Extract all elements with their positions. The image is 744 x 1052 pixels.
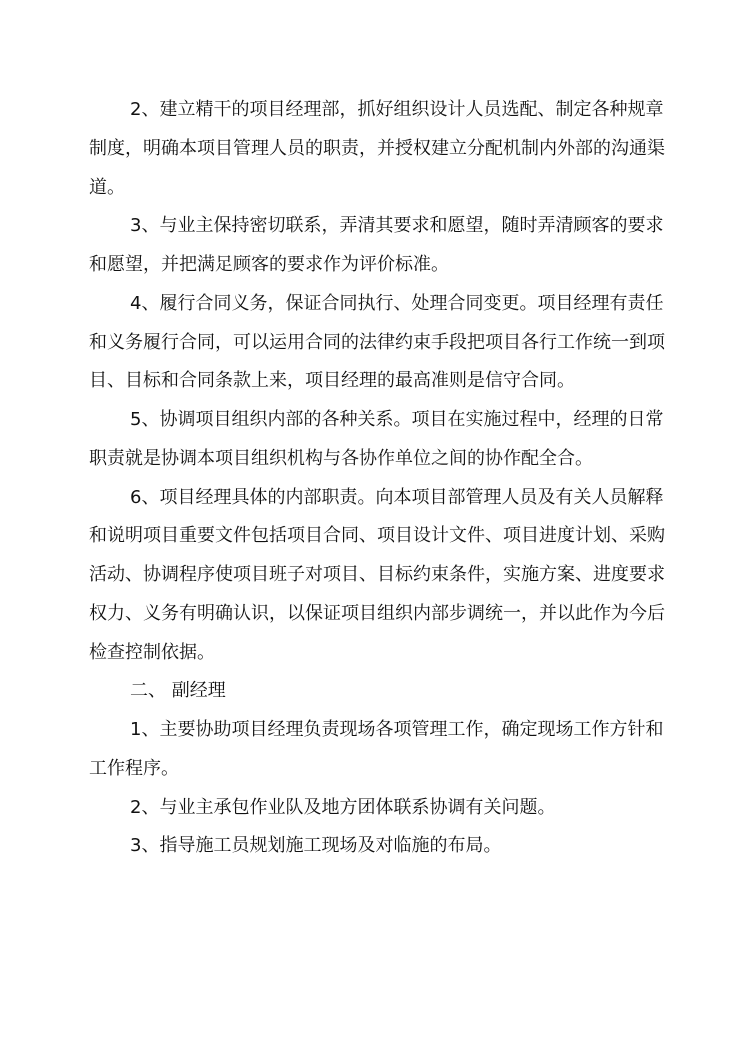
paragraph-line: 权力、义务有明确认识，以保证项目组织内部步调统一，并以此作为今后 [89,602,665,624]
paragraph-line: 4、履行合同义务，保证合同执行、处理合同变更。项目经理有责任 [130,292,664,314]
paragraph-line: 6、项目经理具体的内部职责。向本项目部管理人员及有关人员解释 [130,486,664,508]
paragraph-line: 和说明项目重要文件包括项目合同、项目设计文件、项目进度计划、采购 [89,525,665,547]
paragraph-line: 1、主要协助项目经理负责现场各项管理工作，确定现场工作方针和 [130,719,664,740]
paragraph [89,401,664,479]
paragraph [89,207,664,285]
paragraph-line: 和义务履行合同，可以运用合同的法律约束手段把项目各行工作统一到项 [89,331,665,353]
paragraph [89,789,652,828]
paragraph [89,285,665,401]
paragraph-line: 2、与业主承包作业队及地方团体联系协调有关问题。 [130,796,556,818]
paragraph [89,827,652,866]
paragraph-line: 二、 副经理 [130,680,226,702]
paragraph-line: 工作程序。 [89,757,179,779]
paragraph [89,479,665,673]
document-body [89,91,665,866]
paragraph-line: 3、与业主保持密切联系，弄清其要求和愿望，随时弄清顾客的要求 [130,215,664,237]
paragraph-line: 职责就是协调本项目组织机构与各协作单位之间的协作配全合。 [89,447,593,469]
paragraph [89,672,652,711]
paragraph-line: 活动、协调程序使项目班子对项目、目标约束条件，实施方案、进度要求 [89,564,665,585]
paragraph [89,711,664,789]
paragraph-line: 5、协调项目组织内部的各种关系。项目在实施过程中，经理的日常 [130,409,664,430]
paragraph-line: 检查控制依据。 [89,641,215,663]
paragraph-line: 制度，明确本项目管理人员的职责，并授权建立分配机制内外部的沟通渠 [89,137,665,159]
paragraph [89,91,665,207]
paragraph-line: 道。 [89,176,125,198]
paragraph-line: 2、建立精干的项目经理部，抓好组织设计人员选配、制定各种规章 [130,99,664,120]
paragraph-line: 目、目标和合同条款上来，项目经理的最高准则是信守合同。 [89,370,575,392]
paragraph-line: 和愿望，并把满足顾客的要求作为评价标准。 [89,254,449,275]
paragraph-line: 3、指导施工员规划施工现场及对临施的布局。 [130,835,502,857]
